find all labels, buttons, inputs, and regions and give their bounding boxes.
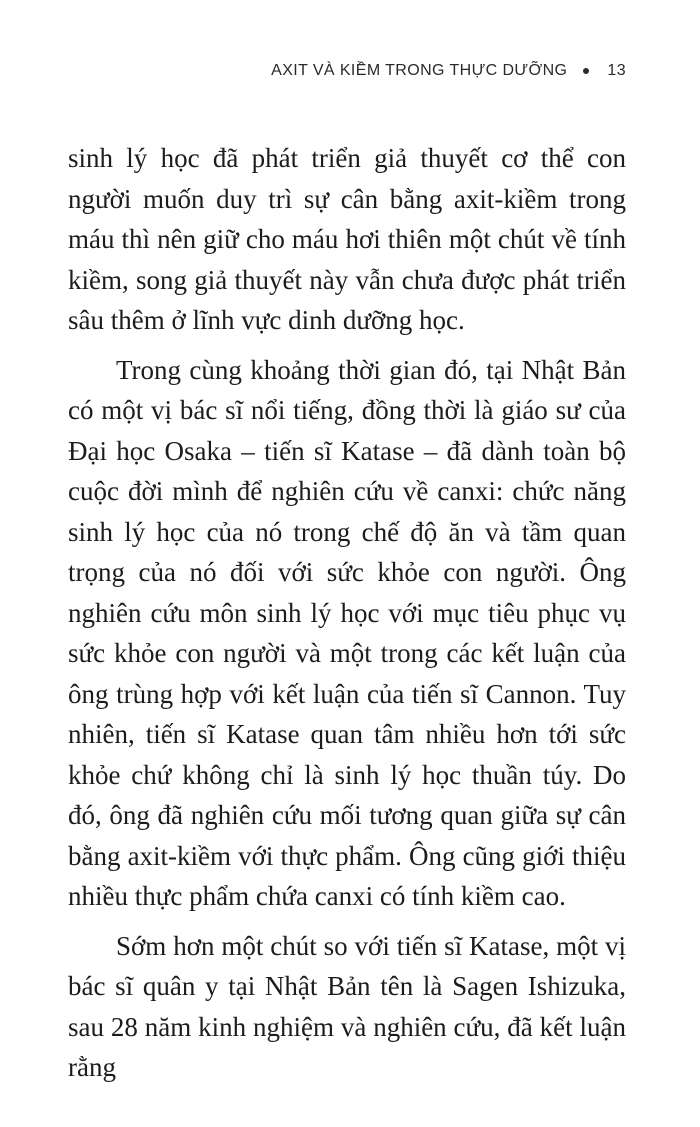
paragraph-continued: sinh lý học đã phát triển giả thuyết cơ thể con người muốn duy trì sự cân bằng axit-kiềm trong máu thì nên giữ cho máu hơi thiên một chút về tính kiềm, song giả thuyết này vẫn chưa được phát triển sâu thêm ở lĩnh vực dinh dưỡng học. bbox=[68, 143, 626, 335]
paragraph-katase: Trong cùng khoảng thời gian đó, tại Nhật Bản có một vị bác sĩ nổi tiếng, đồng thời là giáo sư của Đại học Osaka – tiến sĩ Katase – đã dành toàn bộ cuộc đời mình để nghiên cứu về canxi: chức năng sinh lý học của nó trong chế độ ăn và tầm quan trọng của nó đối với sức khỏe con người. Ông nghiên cứu môn sinh lý học với mục tiêu phục vụ sức khỏe con người và một trong các kết luận của ông trùng hợp với kết luận của tiến sĩ Cannon. Tuy nhiên, tiến sĩ Katase quan tâm nhiều hơn tới sức khỏe chứ không chỉ là sinh lý học thuần túy. Do đó, ông đã nghiên cứu mối tương quan giữa sự cân bằng axit-kiềm với thực phẩm. Ông cũng giới thiệu nhiều thực phẩm chứa canxi có tính kiềm cao. bbox=[68, 354, 626, 911]
paragraph-ishizuka: Sớm hơn một chút so với tiến sĩ Katase, một vị bác sĩ quân y tại Nhật Bản tên là Sagen Ishizuka, sau 28 năm kinh nghiệm và nghiên cứu, đã kết luận rằng bbox=[68, 930, 626, 1082]
chapter-title: AXIT VÀ KIỀM TRONG THỰC DƯỠNG bbox=[271, 62, 568, 79]
running-header bbox=[271, 62, 626, 80]
bullet-separator bbox=[583, 68, 589, 74]
body-text bbox=[68, 138, 626, 1088]
page-number: 13 bbox=[607, 62, 626, 79]
